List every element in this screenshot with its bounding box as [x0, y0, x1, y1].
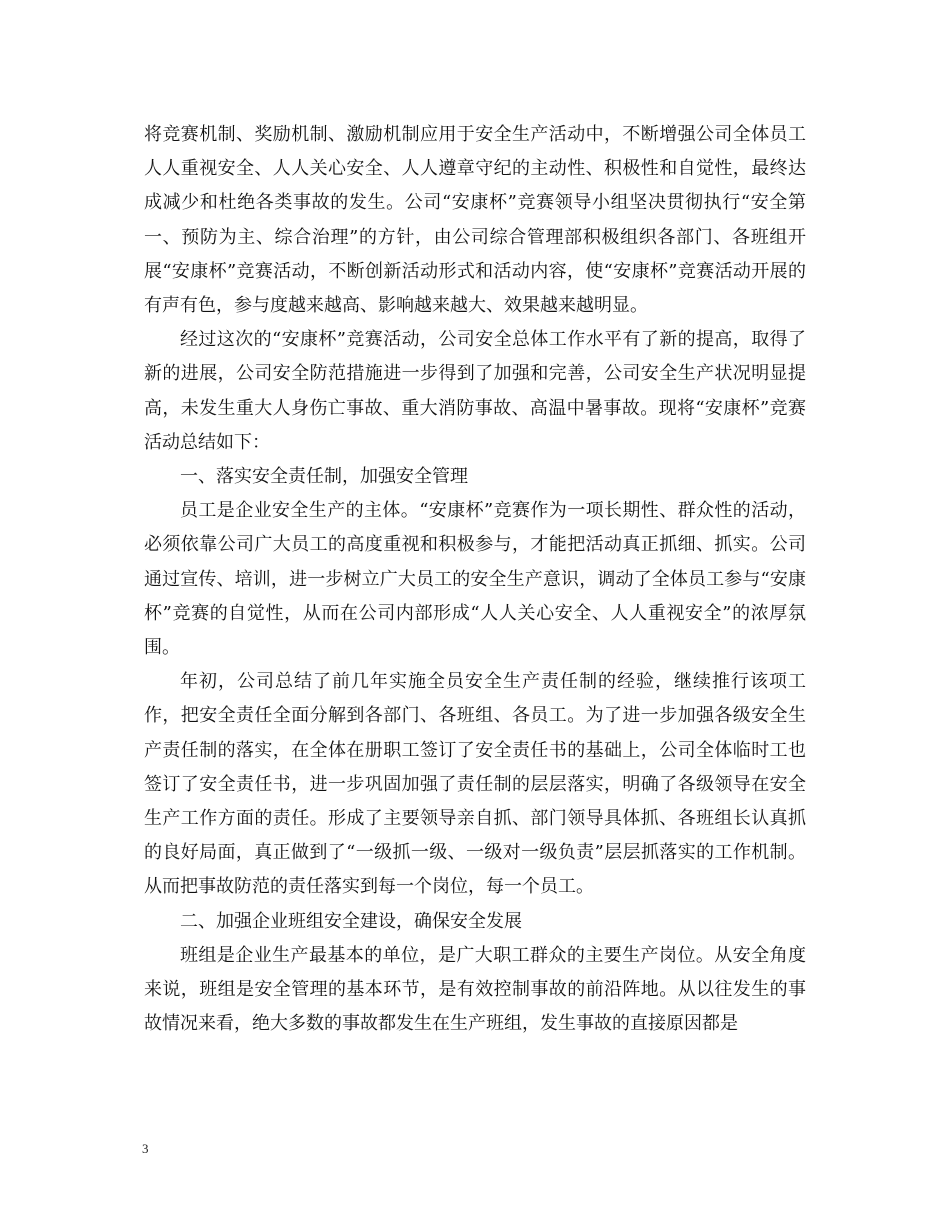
paragraph-employee-role: 员工是企业安全生产的主体。“安康杯”竞赛作为一项长期性、群众性的活动，必须依靠公司广大员工的高度重视和积极参与，才能把活动真正抓细、抓实。公司通过宣传、培训，进一步树立广大员工的安全生产意识，调动了全体员工参与“安康杯”竞赛的自觉性，从而在公司内部形成“人人关心安全、人人重视安全”的浓厚氛围。: [144, 500, 806, 659]
paragraph-team-safety: 班组是企业生产最基本的单位，是广大职工群众的主要生产岗位。从安全角度来说，班组是安全管理的基本环节，是有效控制事故的前沿阵地。从以往发生的事故情况来看，绝大多数的事故都发生在生产班组，发生事故的直接原因都是: [144, 944, 806, 1035]
paragraph-responsibility-system: 年初，公司总结了前几年实施全员安全生产责任制的经验，继续推行该项工作，把安全责任全面分解到各部门、各班组、各员工。为了进一步加强各级安全生产责任制的落实，在全体在册职工签订了安全责任书的基础上，公司全体临时工也签订了安全责任书，进一步巩固加强了责任制的层层落实，明确了各级领导在安全生产工作方面的责任。形成了主要领导亲自抓、部门领导具体抓、各班组长认真抓的良好局面，真正做到了“一级抓一级、一级对一级负责”层层抓落实的工作机制。从而把事故防范的责任落实到每一个岗位，每一个员工。: [144, 671, 806, 898]
paragraph-summary-intro: 经过这次的“安康杯”竞赛活动，公司安全总体工作水平有了新的提高，取得了新的进展，公司安全防范措施进一步得到了加强和完善，公司安全生产状况明显提高，未发生重大人身伤亡事故、重大消防事故、高温中暑事故。现将“安康杯”竞赛活动总结如下：: [144, 329, 806, 453]
page-number: 3: [142, 1141, 149, 1156]
paragraph-continuation: 将竞赛机制、奖励机制、激励机制应用于安全生产活动中，不断增强公司全体员工人人重视安全、人人关心安全、人人遵章守纪的主动性、积极性和自觉性，最终达成减少和杜绝各类事故的发生。公司“安康杯”竞赛领导小组坚决贯彻执行“安全第一、预防为主、综合治理”的方针，由公司综合管理部积极组织各部门、各班组开展“安康杯”竞赛活动，不断创新活动形式和活动内容，使“安康杯”竞赛活动开展的有声有色，参与度越来越高、影响越来越大、效果越来越明显。: [144, 124, 806, 317]
section-heading-1: 一、落实安全责任制，加强安全管理: [180, 466, 468, 488]
document-body: [144, 118, 806, 1041]
section-heading-2: 二、加强企业班组安全建设，确保安全发展: [180, 910, 522, 932]
